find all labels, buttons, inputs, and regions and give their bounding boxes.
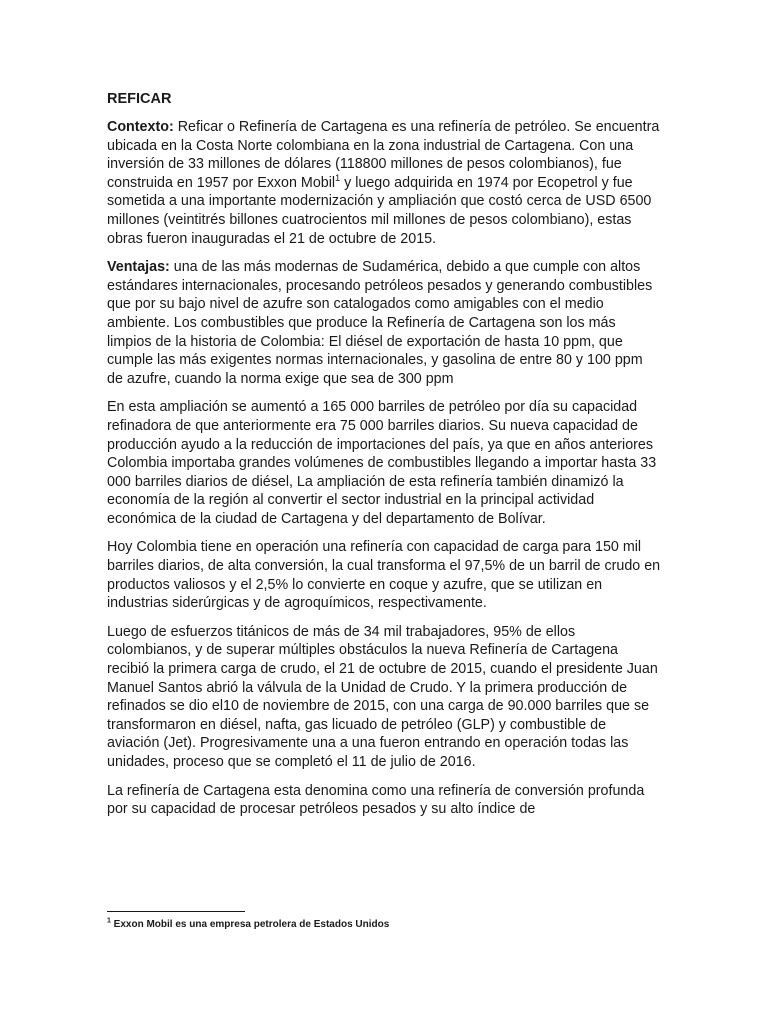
footnote-separator: [107, 911, 245, 912]
document-title: REFICAR: [107, 91, 172, 107]
contexto-text-continued: y luego adquirida en 1974 por Ecopetrol y fue sometida a una importante modernización y ampliación que costó cerca de USD 6500 millones (veintitrés billones cuatrocientos mil millones de pesos colombiano), estas obras fueron inauguradas el 21 de octubre de 2015.: [107, 174, 652, 247]
contexto-text: Reficar o Refinería de Cartagena es una refinería de petróleo. Se encuentra ubicada en la Costa Norte colombiana en la zona industrial de Cartagena. Con una inversión de 33 millones de dólares (118800 millones de pesos colombianos), fue construida en 1957 por Exxon Mobil: [107, 119, 660, 191]
paragraph-ventajas: [107, 258, 662, 388]
ventajas-text: una de las más modernas de Sudamérica, debido a que cumple con altos estándares internacionales, procesando petróleos pesados y generando combustibles que por su bajo nivel de azufre son catalogados como amigables con el medio ambiente. Los combustibles que produce la Refinería de Cartagena son los más limpios de la historia de Colombia: El diésel de exportación de hasta 10 ppm, que cumple las más exigentes normas internacionales, y gasolina de entre 80 y 100 ppm de azufre, cuando la norma exige que sea de 300 ppm: [107, 259, 653, 387]
paragraph-contexto: [107, 118, 662, 248]
ventajas-label: Ventajas:: [107, 259, 170, 276]
paragraph-historia: Luego de esfuerzos titánicos de más de 34 mil trabajadores, 95% de ellos colombianos, y de superar múltiples obstáculos la nueva Refinería de Cartagena recibió la primera carga de crudo, el 21 de octubre de 2015, cuando el presidente Juan Manuel Santos abrió la válvula de la Unidad de Crudo. Y la primera producción de refinados se dio el10 de noviembre de 2015, con una carga de 90.000 barriles que se transformaron en diésel, nafta, gas licuado de petróleo (GLP) y combustible de aviación (Jet). Progresivamente una a una fueron entrando en operación todas las unidades, proceso que se completó el 11 de julio de 2016.: [107, 623, 658, 770]
footnote: [107, 918, 389, 931]
paragraph-capacidad: Hoy Colombia tiene en operación una refinería con capacidad de carga para 150 mil barriles diarios, de alta conversión, la cual transforma el 97,5% de un barril de crudo en productos valiosos y el 2,5% lo convierte en coque y azufre, que se utilizan en industrias siderúrgicas y de agroquímicos, respectivamente.: [107, 539, 661, 612]
paragraph-conversion: La refinería de Cartagena esta denomina como una refinería de conversión profunda por su capacidad de procesar petróleos pesados y su alto índice de: [107, 782, 645, 818]
footnote-reference[interactable]: 1: [335, 173, 341, 184]
document-body: [107, 90, 662, 829]
footnote-number: 1: [107, 917, 111, 925]
footnote-text: Exxon Mobil es una empresa petrolera de Estados Unidos: [110, 919, 390, 930]
contexto-label: Contexto:: [107, 119, 174, 135]
paragraph-ampliacion: En esta ampliación se aumentó a 165 000 barriles de petróleo por día su capacidad refinadora de que anteriormente era 75 000 barriles diarios. Su nueva capacidad de producción ayudo a la reducción de importaciones del país, ya que en años anteriores Colombia importaba grandes volúmenes de combustibles llegando a importar hasta 33 000 barriles diarios de diésel, La ampliación de esta refinería también dinamizó la economía de la región al convertir el sector industrial en la principal actividad económica de la ciudad de Cartagena y del departamento de Bolívar.: [107, 399, 657, 527]
